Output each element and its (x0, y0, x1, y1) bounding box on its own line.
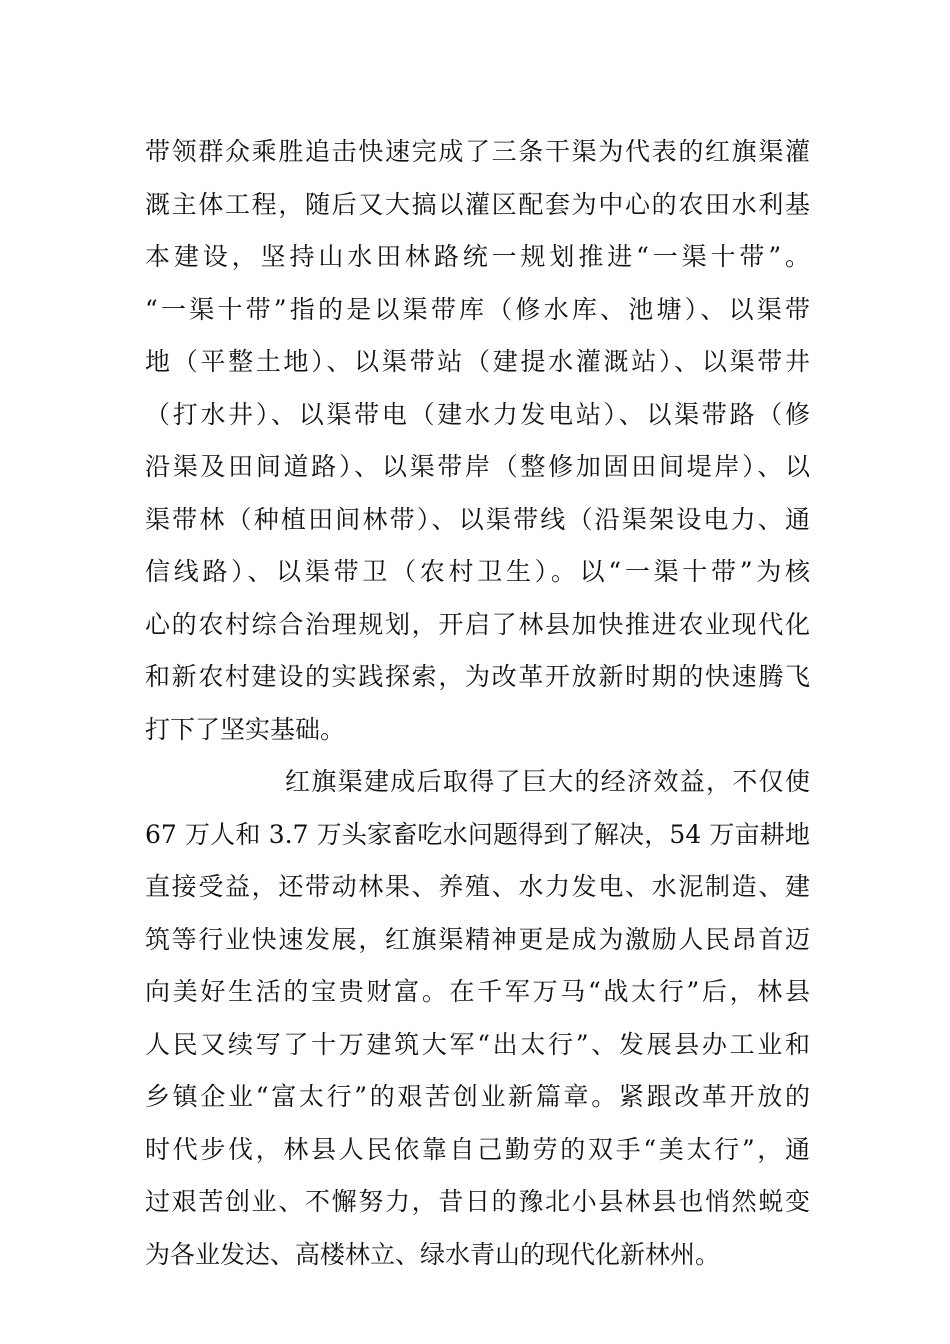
text-line: 为各业发达、高楼林立、绿水青山的现代化新林州。 (145, 1239, 721, 1269)
text-line: 本建设，坚持山水田林路统一规划推进“一渠十带”。 (145, 242, 810, 271)
paragraph-2 (145, 756, 810, 1281)
text-line: 红旗渠建成后取得了巨大的经济效益，不仅使 (285, 767, 810, 796)
text-line: 人民又续写了十万建筑大军“出太行”、发展县办工业和 (145, 1029, 810, 1059)
text-line: 乡镇企业“富太行”的艰苦创业新篇章。紧跟改革开放的 (145, 1082, 810, 1111)
text-line: 向美好生活的宝贵财富。在千军万马“战太行”后，林县 (145, 977, 810, 1006)
text-line: 时代步伐，林县人民依靠自己勤劳的双手“美太行”，通 (145, 1134, 810, 1164)
text-line: 心的农村综合治理规划，开启了林县加快推进农业现代化 (145, 609, 810, 639)
text-line: 带领群众乘胜追击快速完成了三条干渠为代表的红旗渠灌 (145, 137, 810, 166)
text-line: （打水井）、以渠带电（建水力发电站）、以渠带路（修 (145, 399, 810, 429)
text-line: 打下了坚实基础。 (145, 714, 346, 744)
text-line: 过艰苦创业、不懈努力，昔日的豫北小县林县也悄然蜕变 (145, 1187, 810, 1216)
document-body (145, 126, 810, 1281)
text-line: 地（平整土地）、以渠带站（建提水灌溉站）、以渠带井 (145, 347, 810, 376)
text-line: 渠带林（种植田间林带）、以渠带线（沿渠架设电力、通 (145, 504, 810, 534)
text-line: 和新农村建设的实践探索，为改革开放新时期的快速腾飞 (145, 662, 810, 691)
paragraph-1 (145, 126, 810, 756)
text-line: 沿渠及田间道路）、以渠带岸（整修加固田间堤岸）、以 (145, 452, 810, 481)
text-line: 溉主体工程，随后又大搞以灌区配套为中心的农田水利基 (145, 189, 810, 219)
text-line: “一渠十带”指的是以渠带库（修水库、池塘）、以渠带 (145, 294, 810, 324)
text-line: 直接受益，还带动林果、养殖、水力发电、水泥制造、建 (145, 872, 810, 901)
text-line: 筑等行业快速发展，红旗渠精神更是成为激励人民昂首迈 (145, 924, 810, 954)
text-line: 信线路）、以渠带卫（农村卫生）。以“一渠十带”为核 (145, 557, 810, 586)
text-line: 67 万人和 3.7 万头家畜吃水问题得到了解决，54 万亩耕地 (145, 819, 810, 849)
